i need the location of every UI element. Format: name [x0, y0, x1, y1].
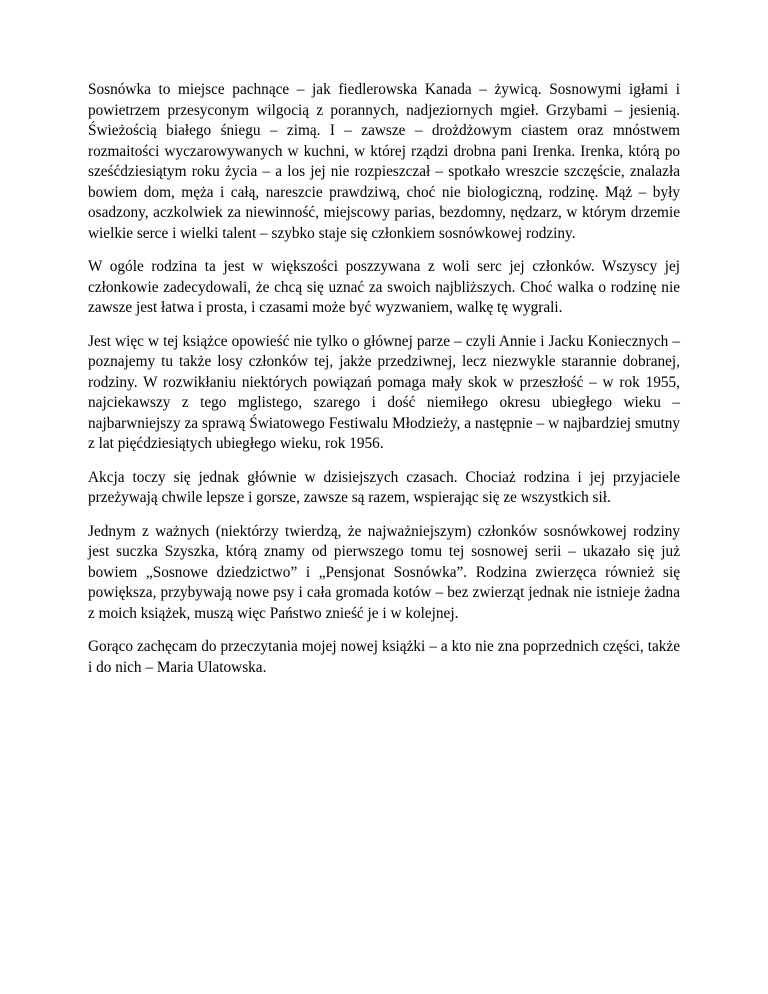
paragraph: Jest więc w tej książce opowieść nie tylko o głównej parze – czyli Annie i Jacku Koniecznych – poznajemy tu także losy członków tej, jakże przedziwnej, lecz niezwykle starannie dobranej, rodziny. W rozwikłaniu niektórych powiązań pomaga mały skok w przeszłość – w rok 1955, najciekawszy z tego mglistego, szarego i dość niemiłego okresu ubiegłego wieku – najbarwniejszy za sprawą Światowego Festiwalu Młodzieży, a następnie – w najbardziej smutny z lat pięćdziesiątych ubiegłego wieku, rok 1956.: [88, 332, 680, 452]
paragraph: Jednym z ważnych (niektórzy twierdzą, że najważniejszym) członków sosnówkowej rodziny jest suczka Szyszka, którą znamy od pierwszego tomu tej sosnowej serii – ukazało się już bowiem „Sosnowe dziedzictwo” i „Pensjonat Sosnówka”. Rodzina zwierzęca również się powiększa, przybywają nowe psy i cała gromada kotów – bez zwierząt jednak nie istnieje żadna z moich książek, muszą więc Państwo znieść je i w kolejnej.: [88, 522, 680, 622]
document-page: [88, 80, 680, 691]
paragraph: Sosnówka to miejsce pachnące – jak fiedlerowska Kanada – żywicą. Sosnowymi igłami i powietrzem przesyconym wilgocią z porannych, nadjeziornych mgieł. Grzybami – jesienią. Świeżością białego śniegu – zimą. I – zawsze – drożdżowym ciastem oraz mnóstwem rozmaitości wyczarowywanych w kuchni, w której rządzi drobna pani Irenka. Irenka, którą po sześćdziesiątym roku życia – a los jej nie rozpieszczał – spotkało wreszcie szczęście, znalazła bowiem dom, męża i całą, nareszcie prawdziwą, choć nie biologiczną, rodzinę. Mąż – były osadzony, aczkolwiek za niewinność, miejscowy parias, bezdomny, nędzarz, w którym drzemie wielkie serce i wielki talent – szybko staje się członkiem sosnówkowej rodziny.: [88, 81, 680, 242]
paragraph: W ogóle rodzina ta jest w większości poszzywana z woli serc jej członków. Wszyscy jej członkowie zadecydowali, że chcą się uznać za swoich najbliższych. Choć walka o rodzinę nie zawsze jest łatwa i prosta, i czasami może być wyzwaniem, walkę tę wygrali.: [88, 258, 680, 316]
paragraph: Akcja toczy się jednak głównie w dzisiejszych czasach. Chociaż rodzina i jej przyjaciele przeżywają chwile lepsze i gorsze, zawsze są razem, wspierając się ze wszystkich sił.: [88, 468, 680, 506]
paragraph: Gorąco zachęcam do przeczytania mojej nowej książki – a kto nie zna poprzednich części, także i do nich – Maria Ulatowska.: [88, 638, 680, 676]
